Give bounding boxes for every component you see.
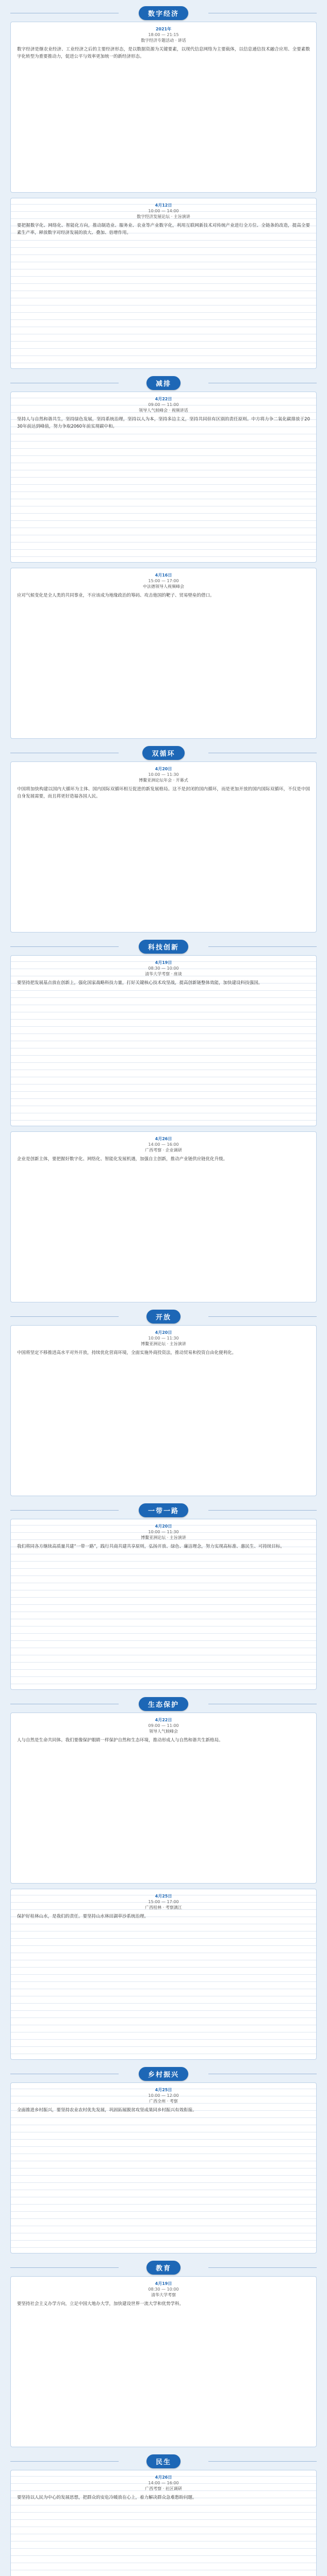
card-event: 广西考察 · 企业调研 <box>145 1148 182 1153</box>
card-date: 4月19日 <box>155 960 172 965</box>
section-title: 一带一路 <box>139 1503 188 1517</box>
card-date: 4月25日 <box>155 2088 172 2092</box>
section-header <box>0 1308 327 1325</box>
card-body: 我们将同各方继续高质量共建“一带一路”，践行共商共建共享原则，弘扬开放、绿色、廉洁理念，努力实现高标准、惠民生、可持续目标。 <box>17 1544 285 1549</box>
card-event: 博鳌亚洲论坛 · 主旨演讲 <box>141 1342 186 1346</box>
divider <box>208 1510 317 1511</box>
card-event: 广西全州 · 考察 <box>149 2099 178 2104</box>
card-event: 广西考察 · 社区调研 <box>145 2486 182 2491</box>
quote-card <box>10 761 317 933</box>
card-event: 领导人气候峰会 <box>149 1729 178 1734</box>
card-body: 企业是创新主体，要把握好数字化、网络化、智能化发展机遇，加强自主创新，推动产业链供应链优化升级。 <box>17 1157 228 1162</box>
section-header <box>0 938 327 955</box>
card-body: 数字经济是继农业经济、工业经济之后的主要经济形态，是以数据资源为关键要素，以现代信息网络为主要载体，以信息通信技术融合应用、全要素数字化转型为重要推动力，促进公平与效率更加统一的新经济形态。 <box>17 47 310 59</box>
card-date: 4月26日 <box>155 1137 172 1141</box>
card-date: 4月20日 <box>155 1330 172 1335</box>
card-date: 4月20日 <box>155 767 172 771</box>
card-body: 要坚持社会主义办学方向，立足中国大地办大学，加快建设世界一流大学和优势学科。 <box>17 2301 184 2307</box>
card-event: 清华大学考察 · 座谈 <box>145 972 182 976</box>
card-time: 10:00 — 11:30 <box>148 1336 179 1341</box>
section-title: 乡村振兴 <box>139 2067 188 2081</box>
card-time: 15:00 — 17:00 <box>148 579 179 583</box>
card-date: 4月20日 <box>155 1524 172 1529</box>
card-time: 10:00 — 11:30 <box>148 772 179 777</box>
card-time: 08:30 — 10:00 <box>148 966 179 971</box>
section-header <box>0 2259 327 2276</box>
card-time: 09:00 — 11:00 <box>148 402 179 407</box>
section-title: 数字经济 <box>139 6 188 20</box>
quote-card <box>10 2276 317 2447</box>
quote-card <box>10 955 317 1126</box>
quote-card <box>10 1889 317 2060</box>
divider <box>208 2267 317 2268</box>
card-time: 10:00 — 14:00 <box>148 209 179 213</box>
card-time: 09:00 — 11:00 <box>148 1723 179 1728</box>
card-date: 4月22日 <box>155 397 172 401</box>
section-title: 生态保护 <box>139 1697 188 1711</box>
divider <box>10 946 119 947</box>
card-event: 数字经济发展论坛 · 主旨演讲 <box>137 214 190 219</box>
section-title: 教育 <box>146 2261 181 2275</box>
card-event: 中法德领导人视频峰会 <box>143 584 184 589</box>
card-body: 坚持人与自然和谐共生，坚持绿色发展，坚持系统治理，坚持以人为本，坚持多边主义，坚持共同但有区别的责任原则。中方将力争二氧化碳排放于2030年前达到峰值，努力争取2060年前实现碳中和。 <box>17 417 310 429</box>
divider <box>10 2267 119 2268</box>
card-event: 清华大学考察 <box>151 2293 176 2297</box>
card-body: 中国将坚定不移推进高水平对外开放，持续优化营商环境，全面实施外商投资法，推动贸易和投资自由化便利化。 <box>17 1350 237 1355</box>
card-body: 要坚持以人民为中心的发展思想，把群众的安危冷暖放在心上，着力解决群众急难愁盼问题。 <box>17 2495 197 2500</box>
section-header <box>0 4 327 22</box>
card-time: 08:30 — 10:00 <box>148 2287 179 2292</box>
section-header <box>0 2452 327 2470</box>
divider <box>10 1316 119 1317</box>
card-time: 14:00 — 16:00 <box>148 2481 179 2485</box>
card-date: 4月16日 <box>155 573 172 578</box>
card-body: 人与自然是生命共同体。我们要像保护眼睛一样保护自然和生态环境，推动形成人与自然和谐共生新格局。 <box>17 1738 223 1743</box>
quote-card <box>10 392 317 563</box>
section-title: 减排 <box>146 376 181 390</box>
card-body: 要把握数字化、网络化、智能化方向，推动制造业、服务业、农业等产业数字化，利用互联网新技术对传统产业进行全方位、全链条的改造，提高全要素生产率，释放数字对经济发展的放大、叠加、倍增作用。 <box>17 223 310 235</box>
card-event: 广西桂林 · 考察漓江 <box>145 1905 182 1910</box>
section-header <box>0 744 327 761</box>
section-header <box>0 1501 327 1519</box>
quote-card <box>10 1131 317 1302</box>
card-body: 保护好桂林山水，是我们的责任。要坚持山水林田湖草沙系统治理。 <box>17 1914 149 1919</box>
card-time: 10:00 — 11:30 <box>148 1530 179 1534</box>
card-time: 18:00 — 21:15 <box>148 32 179 37</box>
quote-card <box>10 1325 317 1496</box>
divider <box>208 1316 317 1317</box>
card-date: 4月25日 <box>155 1894 172 1899</box>
quote-card <box>10 198 317 369</box>
section-title: 民生 <box>146 2454 181 2468</box>
card-time: 15:00 — 17:00 <box>148 1900 179 1904</box>
divider <box>208 946 317 947</box>
card-date: 4月19日 <box>155 2281 172 2286</box>
divider <box>208 2461 317 2462</box>
card-time: 14:00 — 16:00 <box>148 1142 179 1147</box>
card-date: 4月12日 <box>155 203 172 208</box>
quote-card <box>10 2470 317 2576</box>
quote-card <box>10 568 317 739</box>
card-event: 博鳌亚洲论坛年会 · 开幕式 <box>139 778 188 783</box>
quote-card <box>10 22 317 193</box>
card-date: 4月26日 <box>155 2475 172 2480</box>
quote-card <box>10 1713 317 1884</box>
card-time: 10:00 — 12:00 <box>148 2093 179 2098</box>
card-event: 博鳌亚洲论坛 · 主旨演讲 <box>141 1535 186 1540</box>
card-body: 要坚持把发展基点放在创新上，强化国家战略科技力量，打好关键核心技术攻坚战，提高创新链整体效能，加快建设科技强国。 <box>17 980 263 986</box>
section-title: 科技创新 <box>139 940 188 954</box>
quote-card <box>10 1519 317 1690</box>
card-event: 领导人气候峰会 · 视频讲话 <box>139 408 188 413</box>
divider <box>10 1510 119 1511</box>
card-body: 全面推进乡村振兴，要坚持农业农村优先发展，巩固拓展脱贫攻坚成果同乡村振兴有效衔接。 <box>17 2108 197 2113</box>
section-header <box>0 2065 327 2082</box>
section-title: 开放 <box>146 1310 181 1324</box>
divider <box>10 2461 119 2462</box>
card-body: 中国将加快构建以国内大循环为主体、国内国际双循环相互促进的新发展格局。这不是封闭的国内循环，而是更加开放的国内国际双循环，不仅是中国自身发展需要，而且将更好造福各国人民。 <box>17 787 310 799</box>
section-title: 双循环 <box>142 746 184 760</box>
card-body: 应对气候变化是全人类的共同事业，不应该成为地缘政治的筹码、攻击他国的靶子、贸易壁垒的借口。 <box>17 593 215 598</box>
card-event: 数字经济专题活动 · 讲话 <box>141 38 186 43</box>
card-date: 4月22日 <box>155 1718 172 1722</box>
section-header <box>0 374 327 392</box>
card-date: 2021年 <box>155 27 172 31</box>
section-header <box>0 1695 327 1713</box>
quote-card <box>10 2082 317 2253</box>
